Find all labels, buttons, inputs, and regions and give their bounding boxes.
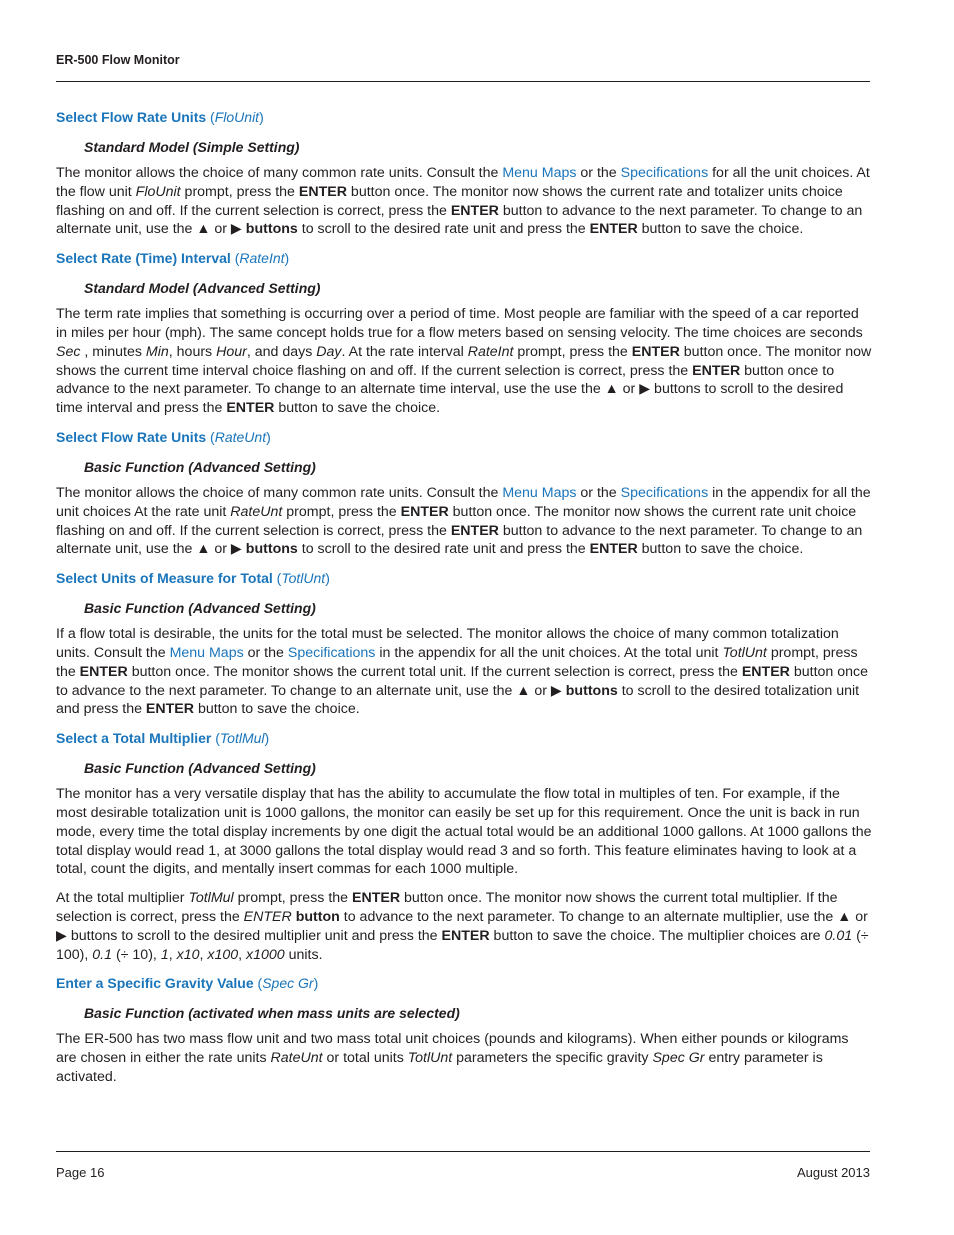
cross-reference-link[interactable]: Menu Maps xyxy=(169,644,244,661)
text-run: in the appendix for all the unit choices. At the total unit xyxy=(375,644,723,661)
parameter-name: TotlMul xyxy=(219,730,265,747)
text-run: ENTER xyxy=(589,541,638,558)
text-run: button to advance to the next parameter. To change to an alternate unit, use the ▲ or ▶ xyxy=(56,522,863,558)
section-heading: Select Flow Rate Units (FloUnit) xyxy=(56,109,264,125)
text-run: (÷ 10), xyxy=(112,946,161,963)
text-run: button once to advance to the next parameter. To change to an alternate unit, use the ▲ or ▶ xyxy=(56,663,868,699)
footer-rule xyxy=(56,1151,870,1152)
text-run: x100 xyxy=(207,946,239,963)
text-run: 0.01 xyxy=(824,927,853,944)
text-run: entry parameter is activated. xyxy=(56,1050,823,1085)
text-run: ENTER xyxy=(79,663,128,680)
text-run: Min xyxy=(145,343,169,360)
body-paragraph xyxy=(56,1030,872,1086)
section-heading: Enter a Specific Gravity Value (Spec Gr) xyxy=(56,975,319,992)
text-run: The ER-500 has two mass flow unit and two mass total unit choices (pounds and kilograms). When either pounds or kilograms are chosen in either the rate units xyxy=(56,1031,849,1067)
text-run: The monitor allows the choice of many common rate units. Consult the xyxy=(56,484,503,501)
text-run: prompt, press the xyxy=(233,890,352,907)
text-run: or the xyxy=(243,644,288,661)
parameter-name: Spec Gr xyxy=(262,975,314,992)
text-run: 0.1 xyxy=(92,946,113,963)
text-run: TotlMul xyxy=(188,890,234,907)
page-number: Page 16 xyxy=(56,1165,105,1180)
body-paragraph xyxy=(56,625,872,719)
text-run: ENTER xyxy=(441,927,490,944)
text-run: ENTER xyxy=(631,343,680,360)
section-heading: Select Flow Rate Units (RateUnt) xyxy=(56,428,271,445)
section-subheading: Basic Function (activated when mass units are selected) xyxy=(84,1005,460,1022)
text-run: x1000 xyxy=(246,946,285,963)
text-run: , xyxy=(238,946,247,963)
section-heading: Select Units of Measure for Total (TotlUnt) xyxy=(56,570,330,587)
text-run: button to save the choice. The multiplier choices are xyxy=(489,927,825,944)
text-run: TotlUnt xyxy=(407,1050,453,1067)
text-run: Spec Gr xyxy=(652,1050,705,1067)
text-run: to scroll to the desired totalization unit and press the xyxy=(56,682,860,718)
text-run: If a flow total is desirable, the units for the total must be selected. The monitor allows the choice of many common totalization units. Consult the xyxy=(56,626,839,661)
section-subheading: Standard Model (Simple Setting) xyxy=(84,139,300,155)
text-run: , xyxy=(168,946,177,963)
text-run: , minutes xyxy=(80,343,146,360)
text-run: ENTER xyxy=(226,400,275,417)
cross-reference-link[interactable]: Specifications xyxy=(287,644,376,661)
text-run: to advance to the next parameter. To change to an alternate multiplier, use the ▲ or ▶ buttons to scroll to the desired multiplier unit and press the xyxy=(56,908,868,944)
text-run: button to save the choice. xyxy=(274,400,441,417)
text-run: ENTER xyxy=(692,362,741,379)
parameter-name: TotlUnt xyxy=(281,570,326,587)
text-run: prompt, press the xyxy=(180,183,299,200)
section-subheading: Basic Function (Advanced Setting) xyxy=(84,600,316,617)
text-run: button once. The monitor now shows the current total multiplier. If the selection is correct, press the xyxy=(56,890,838,925)
text-run: button once. The monitor now shows the current time interval choice flashing on and off. If the current selection is correct, press the xyxy=(56,343,872,379)
text-run: , hours xyxy=(168,343,217,360)
text-run: ENTER xyxy=(450,522,499,539)
text-run: The monitor allows the choice of many common rate units. Consult the xyxy=(56,165,503,181)
parameter-name: RateInt xyxy=(239,250,285,267)
section-subheading: Standard Model (Advanced Setting) xyxy=(84,280,321,297)
text-run: ENTER xyxy=(450,202,499,219)
text-run: prompt, press the xyxy=(56,644,858,680)
section-heading-text: Enter a Specific Gravity Value xyxy=(56,975,254,992)
text-run: The monitor has a very versatile display that has the ability to accumulate the flow total in multiples of ten. For example, if the most desirable totalization unit is 1000 gallons, the monitor can easily be set up for this requirement. Once the unit is back in run mode, every time the total display increments by one digit the actual total would be an additional 1000 gallons. At 1000 gallons the total display would read 1, at 3000 gallons the total display would read 3 and so forth. This feature eliminates having to look at a total, count the digits, and mentally insert commas for each 1000 multiple. xyxy=(56,786,872,878)
section-heading-text: Select Flow Rate Units xyxy=(56,109,207,125)
text-run: buttons xyxy=(245,221,298,238)
text-run: ENTER xyxy=(243,908,292,925)
text-run: At the total multiplier xyxy=(56,890,189,907)
text-run: Sec xyxy=(56,343,81,360)
text-run: for all the unit choices. At the flow unit xyxy=(56,165,870,200)
cross-reference-link[interactable]: Specifications xyxy=(620,484,709,501)
text-run: buttons xyxy=(565,682,618,699)
text-run: ENTER xyxy=(351,890,401,907)
text-run: button once. The monitor now shows the current rate unit choice flashing on and off. If the current selection is correct, press the xyxy=(56,503,857,539)
text-run: button to advance to the next parameter. To change to an alternate unit, use the ▲ or ▶ xyxy=(56,202,863,238)
text-run: ENTER xyxy=(298,183,347,200)
text-run: ENTER xyxy=(741,663,790,680)
text-run: ENTER xyxy=(145,701,195,718)
text-run: TotlUnt xyxy=(722,644,767,661)
section-heading-text: Select a Total Multiplier xyxy=(56,730,212,747)
text-run: parameters the specific gravity xyxy=(452,1050,653,1067)
text-run: button xyxy=(295,908,340,925)
text-run: , and days xyxy=(246,343,317,360)
document-header-title: ER-500 Flow Monitor xyxy=(56,53,180,67)
section-heading-text: Select Units of Measure for Total xyxy=(56,570,273,587)
section-heading: Select a Total Multiplier (TotlMul) xyxy=(56,730,270,747)
body-paragraph xyxy=(56,484,872,559)
body-paragraph xyxy=(56,889,872,964)
section-subheading: Basic Function (Advanced Setting) xyxy=(84,760,316,777)
text-run: to scroll to the desired rate unit and press the xyxy=(297,541,590,558)
text-run: . At the rate interval xyxy=(341,343,468,360)
cross-reference-link[interactable]: Menu Maps xyxy=(502,484,577,501)
text-run: to scroll to the desired rate unit and press the xyxy=(297,221,590,238)
text-run: or total units xyxy=(322,1050,408,1067)
text-run: , xyxy=(199,946,208,963)
text-run: x10 xyxy=(176,946,200,963)
parameter-name: RateUnt xyxy=(214,428,267,445)
text-run: The term rate implies that something is occurring over a period of time. Most people are familiar with the speed of a car reported in miles per hour (mph). The same concept holds true for a flow meters based on sensing velocity. The time choices are seconds xyxy=(56,306,863,341)
document-body xyxy=(56,108,872,1097)
text-run: RateUnt xyxy=(230,503,283,520)
body-paragraph xyxy=(56,785,872,879)
text-run: button to save the choice. xyxy=(637,221,804,238)
text-run: (÷ 100), xyxy=(56,927,869,963)
body-paragraph xyxy=(56,305,872,418)
text-run: or the xyxy=(576,165,621,181)
header-rule xyxy=(56,81,870,82)
text-run: in the appendix for all the unit choices At the rate unit xyxy=(56,484,871,520)
text-run: button once. The monitor now shows the current rate and totalizer units choice flashing on and off. If the current selection is correct, press the xyxy=(56,183,843,219)
text-run: buttons xyxy=(245,541,298,558)
section-heading: Select Rate (Time) Interval (RateInt) xyxy=(56,250,290,267)
text-run: button once to advance to the next parameter. To change to an alternate time interval, use the use the ▲ or ▶ buttons to scroll to the desired time interval and press the xyxy=(56,362,844,417)
text-run: RateUnt xyxy=(270,1050,323,1067)
section-subheading: Basic Function (Advanced Setting) xyxy=(84,458,316,475)
text-run: button once. The monitor shows the current total unit. If the current selection is correct, press the xyxy=(127,663,742,680)
text-run: ENTER xyxy=(589,221,638,238)
text-run: or the xyxy=(576,484,621,501)
text-run: Day xyxy=(316,343,342,360)
text-run: prompt, press the xyxy=(513,343,632,360)
cross-reference-link[interactable]: Specifications xyxy=(620,165,709,181)
text-run: button to save the choice. xyxy=(194,701,360,718)
text-run: 1 xyxy=(160,946,169,963)
section-heading-text: Select Flow Rate Units xyxy=(56,428,207,445)
text-run: button to save the choice. xyxy=(637,541,804,558)
text-run: ENTER xyxy=(400,503,449,520)
cross-reference-link[interactable]: Menu Maps xyxy=(502,165,577,181)
text-run: RateInt xyxy=(467,343,514,360)
text-run: prompt, press the xyxy=(282,503,401,520)
text-run: units. xyxy=(284,946,323,963)
text-run: FloUnit xyxy=(135,183,181,200)
text-run: Hour xyxy=(216,343,247,360)
publication-date: August 2013 xyxy=(796,1165,870,1180)
body-paragraph xyxy=(56,164,872,239)
section-heading-text: Select Rate (Time) Interval xyxy=(56,250,231,267)
parameter-name: FloUnit xyxy=(214,109,260,125)
